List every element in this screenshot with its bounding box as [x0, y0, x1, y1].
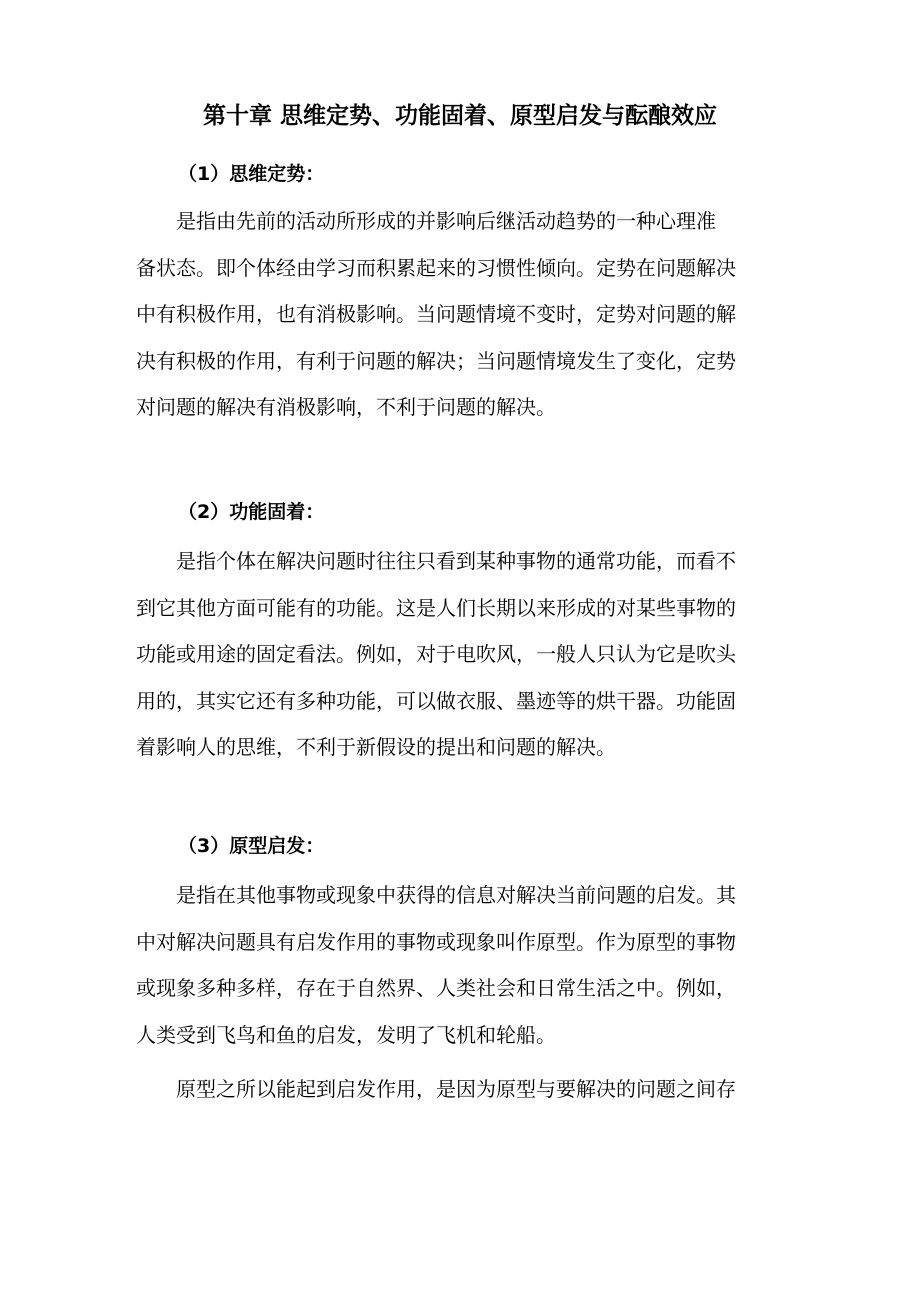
section-paragraph-2: [136, 538, 784, 771]
paragraph-line: 或现象多种多样，存在于自然界、人类社会和日常生活之中。例如，: [136, 976, 736, 1000]
section-heading-1: （1）思维定势：: [178, 163, 325, 185]
paragraph-line: 到它其他方面可能有的功能。这是人们长期以来形成的对某些事物的: [136, 595, 736, 620]
paragraph-line: 是指由先前的活动所形成的并影响后继活动趋势的一种心理准: [176, 209, 716, 233]
paragraph-line: 中对解决问题具有启发作用的事物或现象叫作原型。作为原型的事物: [136, 929, 736, 954]
paragraph-line: 中有积极作用，也有消极影响。当问题情境不变时，定势对问题的解: [136, 302, 736, 326]
section-heading-2: （2）功能固着：: [178, 501, 325, 523]
paragraph-line: 用的，其实它还有多种功能，可以做衣服、墨迹等的烘干器。功能固: [136, 688, 736, 713]
paragraph-line: 决有积极的作用，有利于问题的解决；当问题情境发生了变化，定势: [136, 348, 736, 373]
paragraph-line: 是指在其他事物或现象中获得的信息对解决当前问题的启发。其: [176, 883, 736, 907]
paragraph-line: 着影响人的思维，不利于新假设的提出和问题的解决。: [136, 735, 616, 759]
paragraph-line: 备状态。即个体经由学习而积累起来的习惯性倾向。定势在问题解决: [136, 255, 736, 280]
section-paragraph-1: [136, 198, 784, 431]
paragraph-line: 是指个体在解决问题时往往只看到某种事物的通常功能，而看不: [176, 549, 736, 573]
paragraph-line: 人类受到飞鸟和鱼的启发，发明了飞机和轮船。: [136, 1022, 556, 1047]
paragraph-line: 原型之所以能起到启发作用，是因为原型与要解决的问题之间存: [176, 1077, 736, 1101]
section-paragraph-3b: [136, 1066, 784, 1113]
chapter-title: 第十章 思维定势、功能固着、原型启发与酝酿效应: [202, 103, 717, 129]
paragraph-line: 功能或用途的固定看法。例如，对于电吹风，一般人只认为它是吹头: [136, 642, 736, 666]
section-heading-3: （3）原型启发：: [178, 835, 325, 857]
paragraph-line: 对问题的解决有消极影响，不利于问题的解决。: [136, 395, 556, 419]
section-paragraph-3: [136, 872, 784, 1058]
